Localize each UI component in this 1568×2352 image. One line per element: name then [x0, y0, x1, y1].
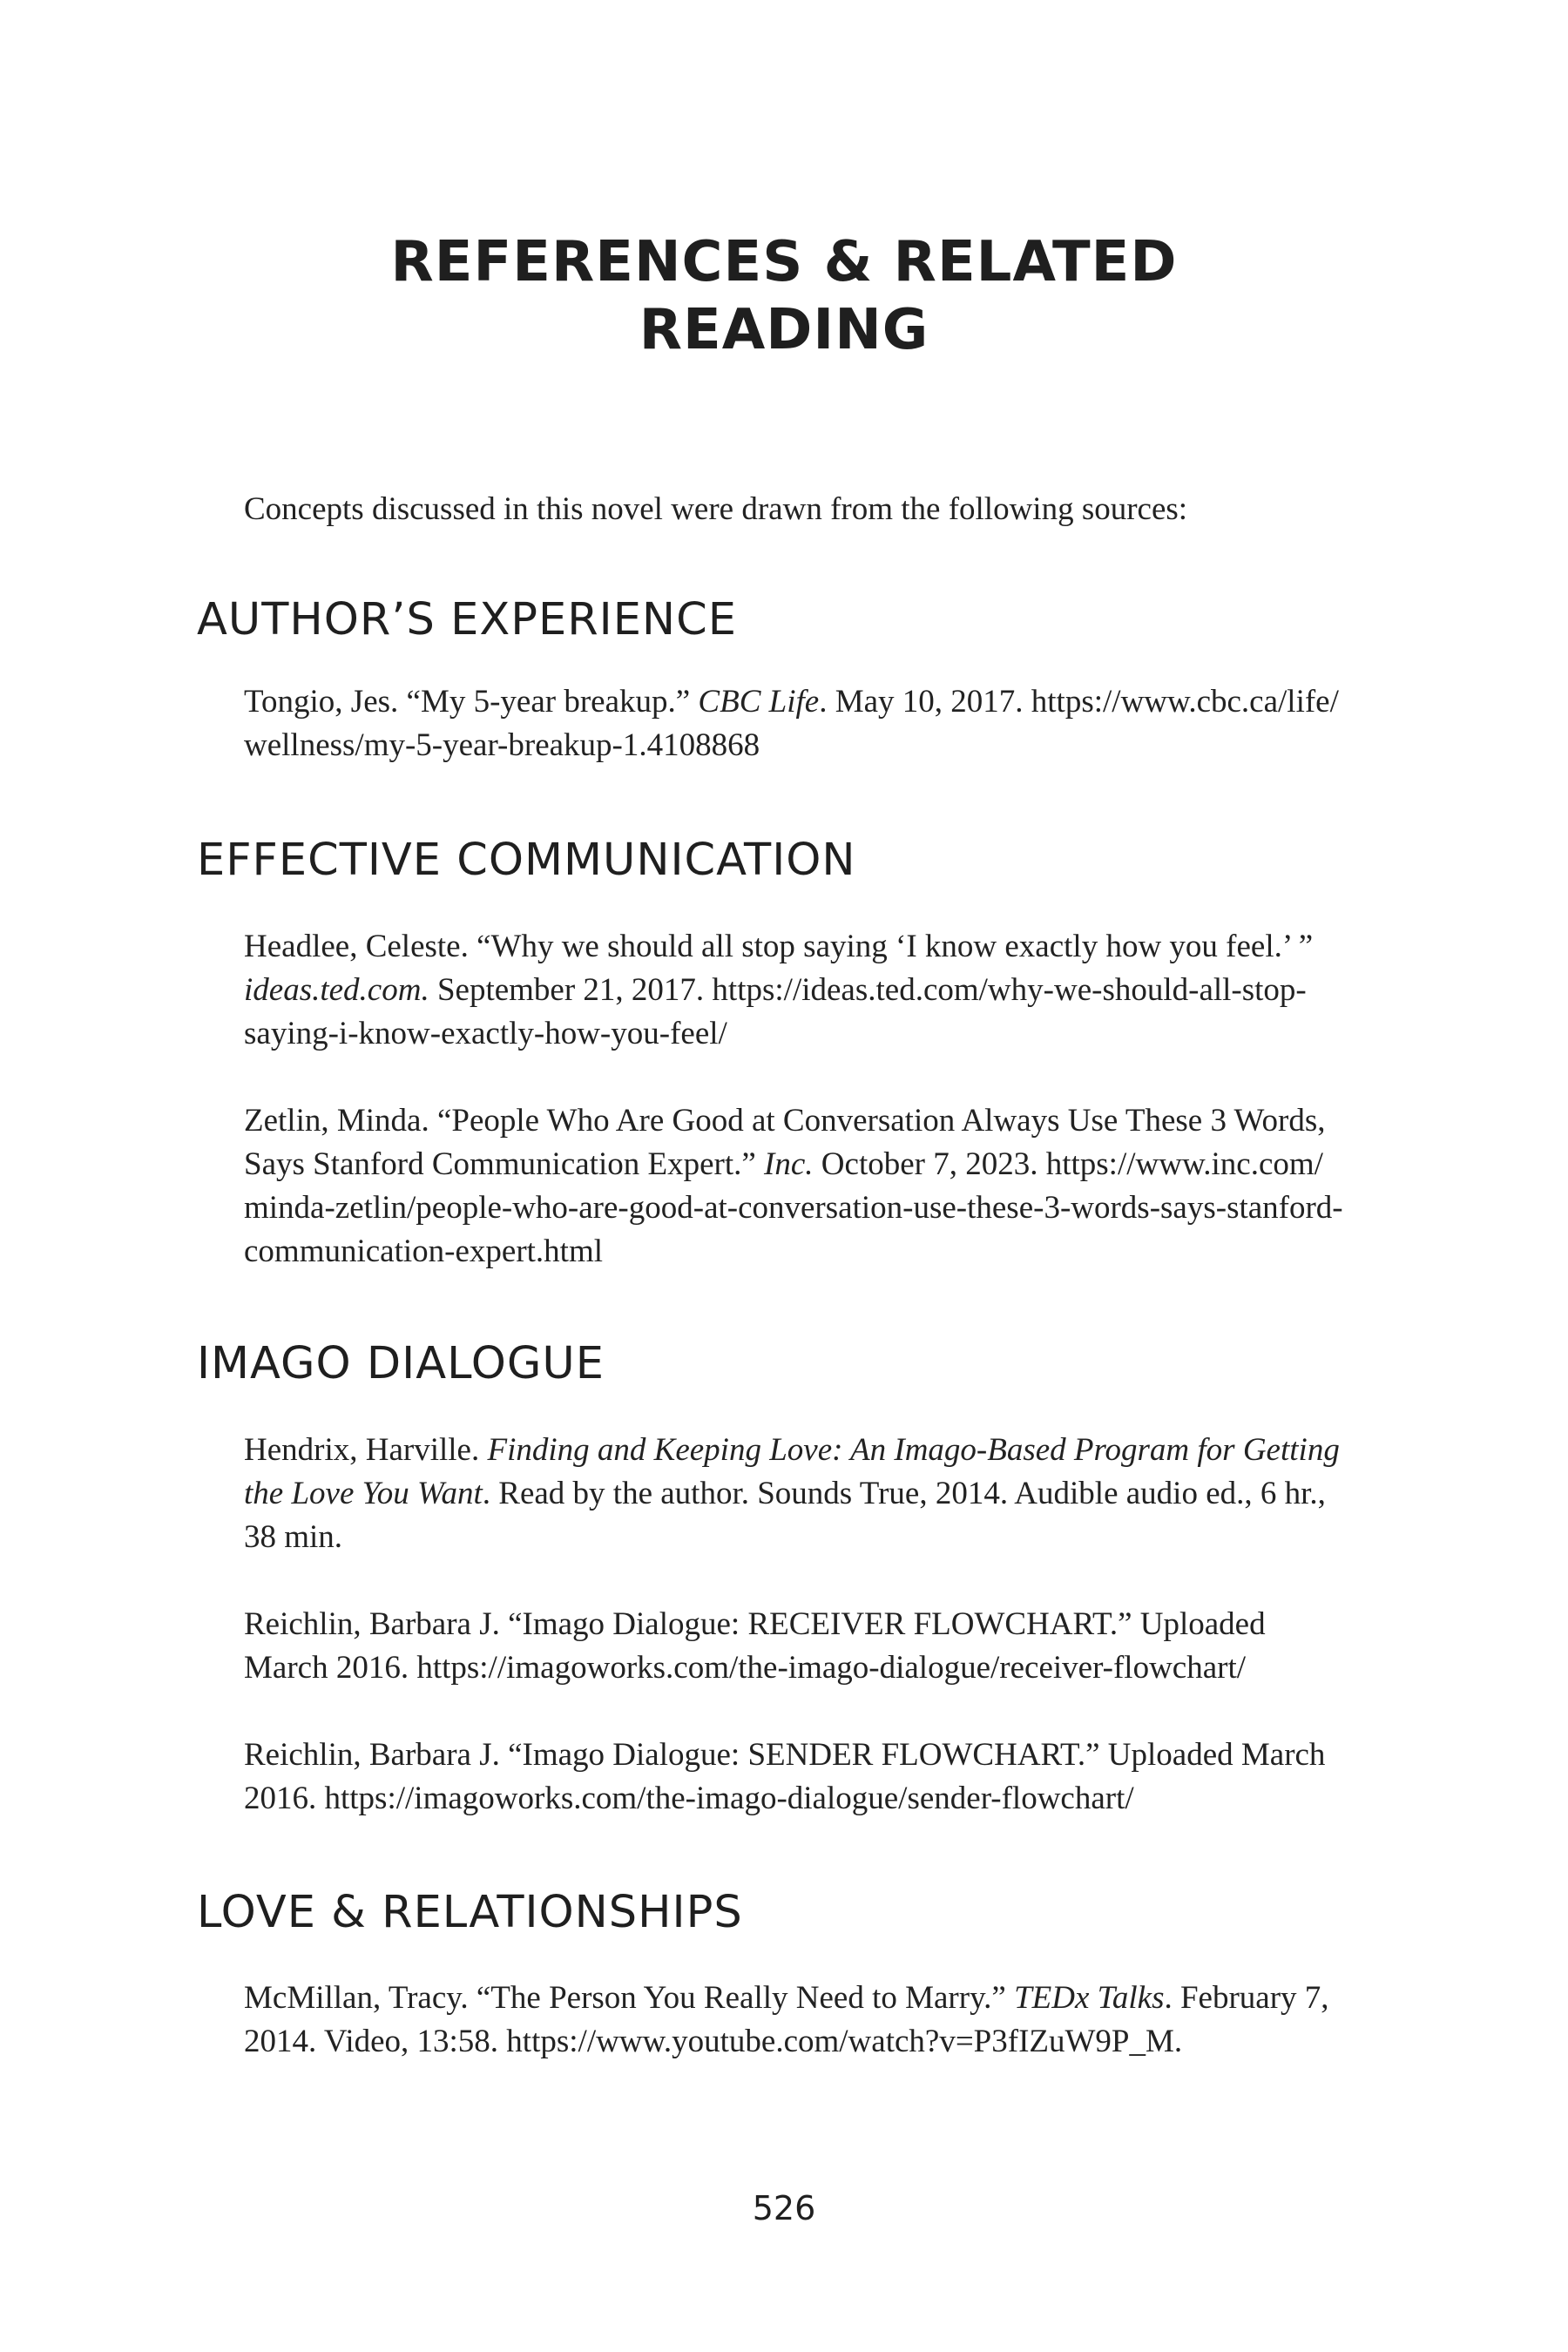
- section-heading-authors-experience: AUTHOR’S EXPERIENCE: [197, 594, 737, 645]
- section-heading-imago-dialogue: IMAGO DIALOGUE: [197, 1338, 605, 1389]
- reference-line: 38 min.: [244, 1519, 343, 1555]
- reference-line: Zetlin, Minda. “People Who Are Good at Conversation Always Use These 3 Words,: [244, 1103, 1326, 1139]
- section-heading-love-relationships: LOVE & RELATIONSHIPS: [197, 1887, 743, 1938]
- reference-line: March 2016. https://imagoworks.com/the-imago-dialogue/receiver-flowchart/: [244, 1650, 1247, 1686]
- reference-line: Headlee, Celeste. “Why we should all stop saying ‘I know exactly how you feel.’ ”: [244, 929, 1314, 964]
- reference-line: 2016. https://imagoworks.com/the-imago-dialogue/sender-flowchart/: [244, 1781, 1134, 1816]
- section-heading-effective-communication: EFFECTIVE COMMUNICATION: [197, 835, 856, 886]
- reference-entry: [244, 1734, 1350, 1821]
- page-title-line-1: REFERENCES & RELATED: [390, 230, 1178, 294]
- page-title-line-2: READING: [639, 298, 929, 362]
- reference-entry: [244, 680, 1350, 767]
- reference-line: Reichlin, Barbara J. “Imago Dialogue: RECEIVER FLOWCHART.” Uploaded: [244, 1606, 1266, 1642]
- reference-line: saying-i-know-exactly-how-you-feel/: [244, 1016, 727, 1051]
- reference-line: Reichlin, Barbara J. “Imago Dialogue: SENDER FLOWCHART.” Uploaded March: [244, 1737, 1326, 1773]
- reference-line: 2014. Video, 13:58. https://www.youtube.com/watch?v=P3fIZuW9P_M.: [244, 2024, 1183, 2059]
- reference-line: Hendrix, Harville. Finding and Keeping Love: An Imago-Based Program for Getting: [244, 1432, 1340, 1468]
- reference-entry: [244, 1429, 1350, 1559]
- reference-entry: [244, 925, 1350, 1056]
- reference-line: minda-zetlin/people-who-are-good-at-conversation-use-these-3-words-says-stanford-: [244, 1190, 1343, 1226]
- reference-line: ideas.ted.com. September 21, 2017. https://ideas.ted.com/why-we-should-all-stop-: [244, 972, 1307, 1008]
- reference-entry: [244, 1099, 1350, 1274]
- reference-line: Says Stanford Communication Expert.” Inc. October 7, 2023. https://www.inc.com/: [244, 1146, 1323, 1182]
- reference-line: McMillan, Tracy. “The Person You Really Need to Marry.” TEDx Talks. February 7,: [244, 1980, 1329, 2016]
- reference-line: communication-expert.html: [244, 1233, 604, 1269]
- reference-line: Tongio, Jes. “My 5-year breakup.” CBC Life. May 10, 2017. https://www.cbc.ca/life/: [244, 684, 1339, 720]
- intro-paragraph: Concepts discussed in this novel were drawn from the following sources:: [244, 491, 1188, 527]
- reference-entry: [244, 1977, 1350, 2064]
- page-title: [0, 228, 1568, 364]
- page-number: 526: [752, 2189, 816, 2227]
- reference-entry: [244, 1603, 1350, 1690]
- reference-line: wellness/my-5-year-breakup-1.4108868: [244, 727, 760, 763]
- reference-line: the Love You Want. Read by the author. Sounds True, 2014. Audible audio ed., 6 hr.,: [244, 1476, 1326, 1511]
